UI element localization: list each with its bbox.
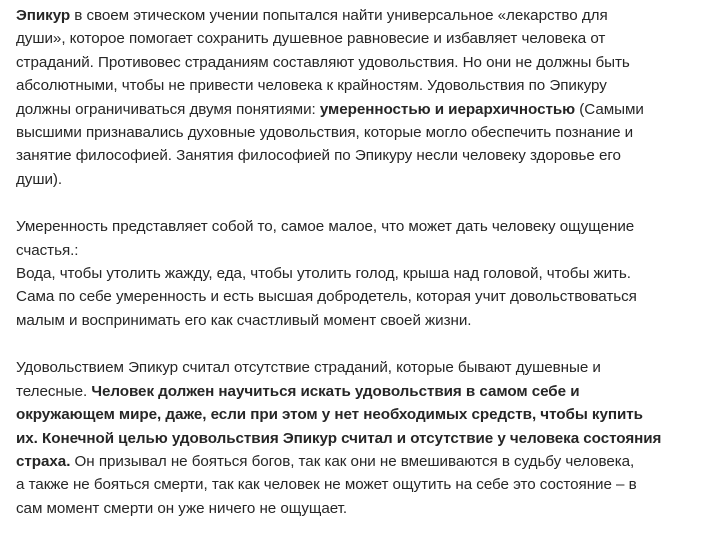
text-line [16,427,706,450]
paragraph-2 [16,215,706,332]
text-run: Вода, чтобы утолить жажду, еда, чтобы утолить голод, крыша над головой, чтобы жить. [16,265,631,283]
text-run: малым и воспринимать его как счастливый момент своей жизни. [16,311,472,329]
text-run: абсолютными, чтобы не привести человека к крайностям. Удовольствия по Эпикуру [16,77,607,95]
text-line [16,450,706,473]
text-line [16,285,706,308]
text-line [16,121,706,144]
paragraph-3 [16,356,706,520]
text-run: души», которое помогает сохранить душевное равновесие и избавляет человека от [16,30,606,48]
bold-text-run: окружающем мире, даже, если при этом у нет необходимых средств, чтобы купить [16,406,643,424]
text-run: должны ограничиваться двумя понятиями: [16,100,320,118]
text-line [16,239,706,262]
text-line [16,4,706,27]
text-run: занятие философией. Занятия философией по Эпикуру несли человеку здоровье его [16,147,621,165]
text-line [16,262,706,285]
text-run: Удовольствием Эпикур считал отсутствие страданий, которые бывают душевные и [16,359,601,377]
text-run: Умеренность представляет собой то, самое малое, что может дать человеку ощущение [16,218,635,236]
text-run: (Самыми [575,100,644,118]
text-line [16,380,706,403]
bold-text-run: страха. [16,452,71,470]
text-line [16,168,706,191]
text-line [16,51,706,74]
text-run: телесные. [16,382,92,400]
text-line [16,74,706,97]
text-run: высшими признавались духовные удовольствия, которые могло обеспечить познание и [16,124,634,142]
document-body [16,4,706,520]
bold-text-run: их. Конечной целью удовольствия Эпикур считал и отсутствие у человека состояния [16,429,662,447]
text-line [16,497,706,520]
text-line [16,356,706,379]
text-run: счастья.: [16,241,79,259]
text-run: души). [16,170,63,188]
text-line [16,309,706,332]
text-line [16,144,706,167]
text-line [16,98,706,121]
bold-text-run: Эпикур [16,7,71,24]
text-line [16,473,706,496]
bold-text-run: умеренностью и иерархичностью [319,100,576,118]
paragraph-1 [16,4,706,191]
text-run: Он призывал не бояться богов, так как они не вмешиваются в судьбу человека, [70,452,635,470]
text-line [16,403,706,426]
text-run: сам момент смерти он уже ничего не ощущает. [16,499,348,517]
bold-text-run: Человек должен научиться искать удовольствия в самом себе и [91,382,580,400]
text-line [16,27,706,50]
text-run: страданий. Противовес страданиям составляют удовольствия. Но они не должны быть [16,53,630,71]
text-run: а также не бояться смерти, так как человек не может ощутить на себе это состояние – в [16,476,637,494]
text-run: в своем этическом учении попытался найти универсальное «лекарство для [70,7,608,24]
text-run: Сама по себе умеренность и есть высшая добродетель, которая учит довольствоваться [16,288,637,306]
text-line [16,215,706,238]
